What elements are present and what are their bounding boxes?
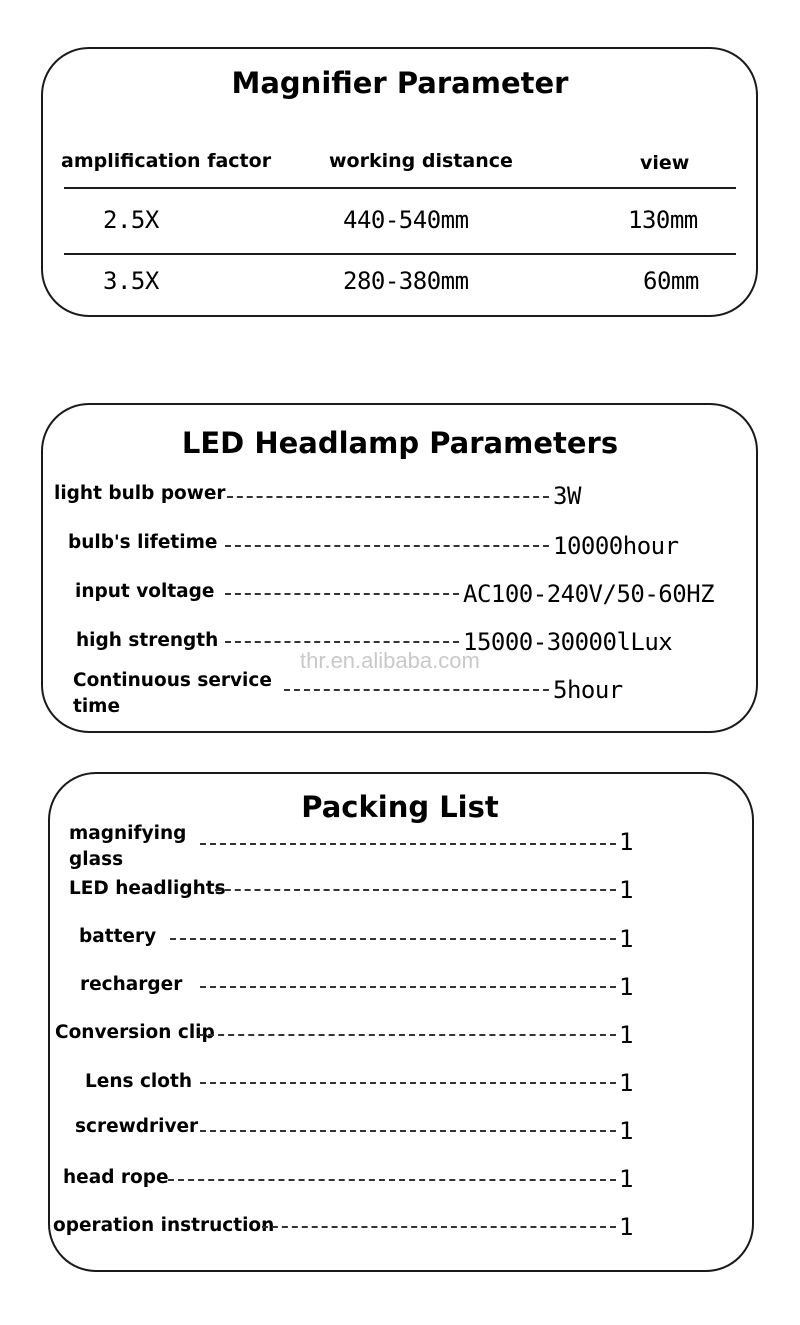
row-rule [64, 253, 736, 255]
packing-title: Packing List [301, 790, 499, 824]
packing-qty: 1 [619, 925, 633, 953]
header-amplification-factor: amplification factor [61, 150, 272, 172]
packing-qty: 1 [619, 1117, 633, 1145]
leader-line [200, 1082, 616, 1084]
headlamp-label-lifetime: bulb's lifetime [68, 532, 218, 553]
magnifier-title: Magnifier Parameter [231, 66, 569, 100]
packing-item-head-rope: head rope [63, 1167, 169, 1188]
leader-line [170, 938, 616, 940]
headlamp-title: LED Headlamp Parameters [181, 426, 619, 460]
leader-line [168, 1179, 616, 1181]
leader-line [227, 496, 549, 498]
row1-distance: 440-540mm [343, 206, 469, 234]
headlamp-label-voltage: input voltage [75, 581, 215, 602]
packing-item-led-headlights: LED headlights [69, 878, 226, 899]
row2-view: 60mm [643, 267, 699, 295]
headlamp-value-service-time: 5hour [553, 676, 623, 704]
watermark: thr.en.alibaba.com [300, 648, 480, 673]
leader-line [200, 1130, 616, 1132]
packing-item-recharger: recharger [80, 974, 183, 995]
leader-line [200, 986, 616, 988]
header-working-distance: working distance [329, 150, 513, 172]
row1-factor: 2.5X [103, 206, 159, 234]
packing-qty: 1 [619, 828, 633, 856]
headlamp-label-service-time: Continuous service time [73, 670, 272, 717]
packing-item-lens-cloth: Lens cloth [85, 1071, 192, 1092]
packing-qty: 1 [619, 1213, 633, 1241]
row2-distance: 280-380mm [343, 267, 469, 295]
leader-line [215, 889, 616, 891]
packing-item-battery: battery [79, 926, 157, 947]
headlamp-label-strength: high strength [76, 630, 219, 651]
headlamp-value-strength: 15000-30000lLux [463, 628, 673, 656]
headlamp-value-voltage: AC100-240V/50-60HZ [463, 580, 715, 608]
headlamp-value-lifetime: 10000hour [553, 532, 679, 560]
packing-item-screwdriver: screwdriver [75, 1116, 199, 1137]
leader-line [200, 843, 616, 845]
row2-factor: 3.5X [103, 267, 159, 295]
header-rule [64, 187, 736, 189]
leader-line [262, 1226, 616, 1228]
leader-line [225, 641, 459, 643]
packing-item-operation-instruction: operation instruction [53, 1215, 275, 1236]
packing-qty: 1 [619, 1069, 633, 1097]
packing-item-conversion-clip: Conversion clip [55, 1022, 215, 1043]
packing-qty: 1 [619, 876, 633, 904]
leader-line [284, 689, 549, 691]
leader-line [225, 593, 459, 595]
leader-line [225, 545, 549, 547]
packing-item-magnifying-glass: magnifying glass [69, 823, 187, 870]
headlamp-label-power: light bulb power [54, 483, 226, 504]
row1-view: 130mm [628, 206, 698, 234]
header-view: view [640, 152, 690, 174]
leader-line [198, 1034, 616, 1036]
headlamp-value-power: 3W [553, 482, 581, 510]
packing-qty: 1 [619, 1165, 633, 1193]
packing-qty: 1 [619, 973, 633, 1001]
packing-qty: 1 [619, 1021, 633, 1049]
